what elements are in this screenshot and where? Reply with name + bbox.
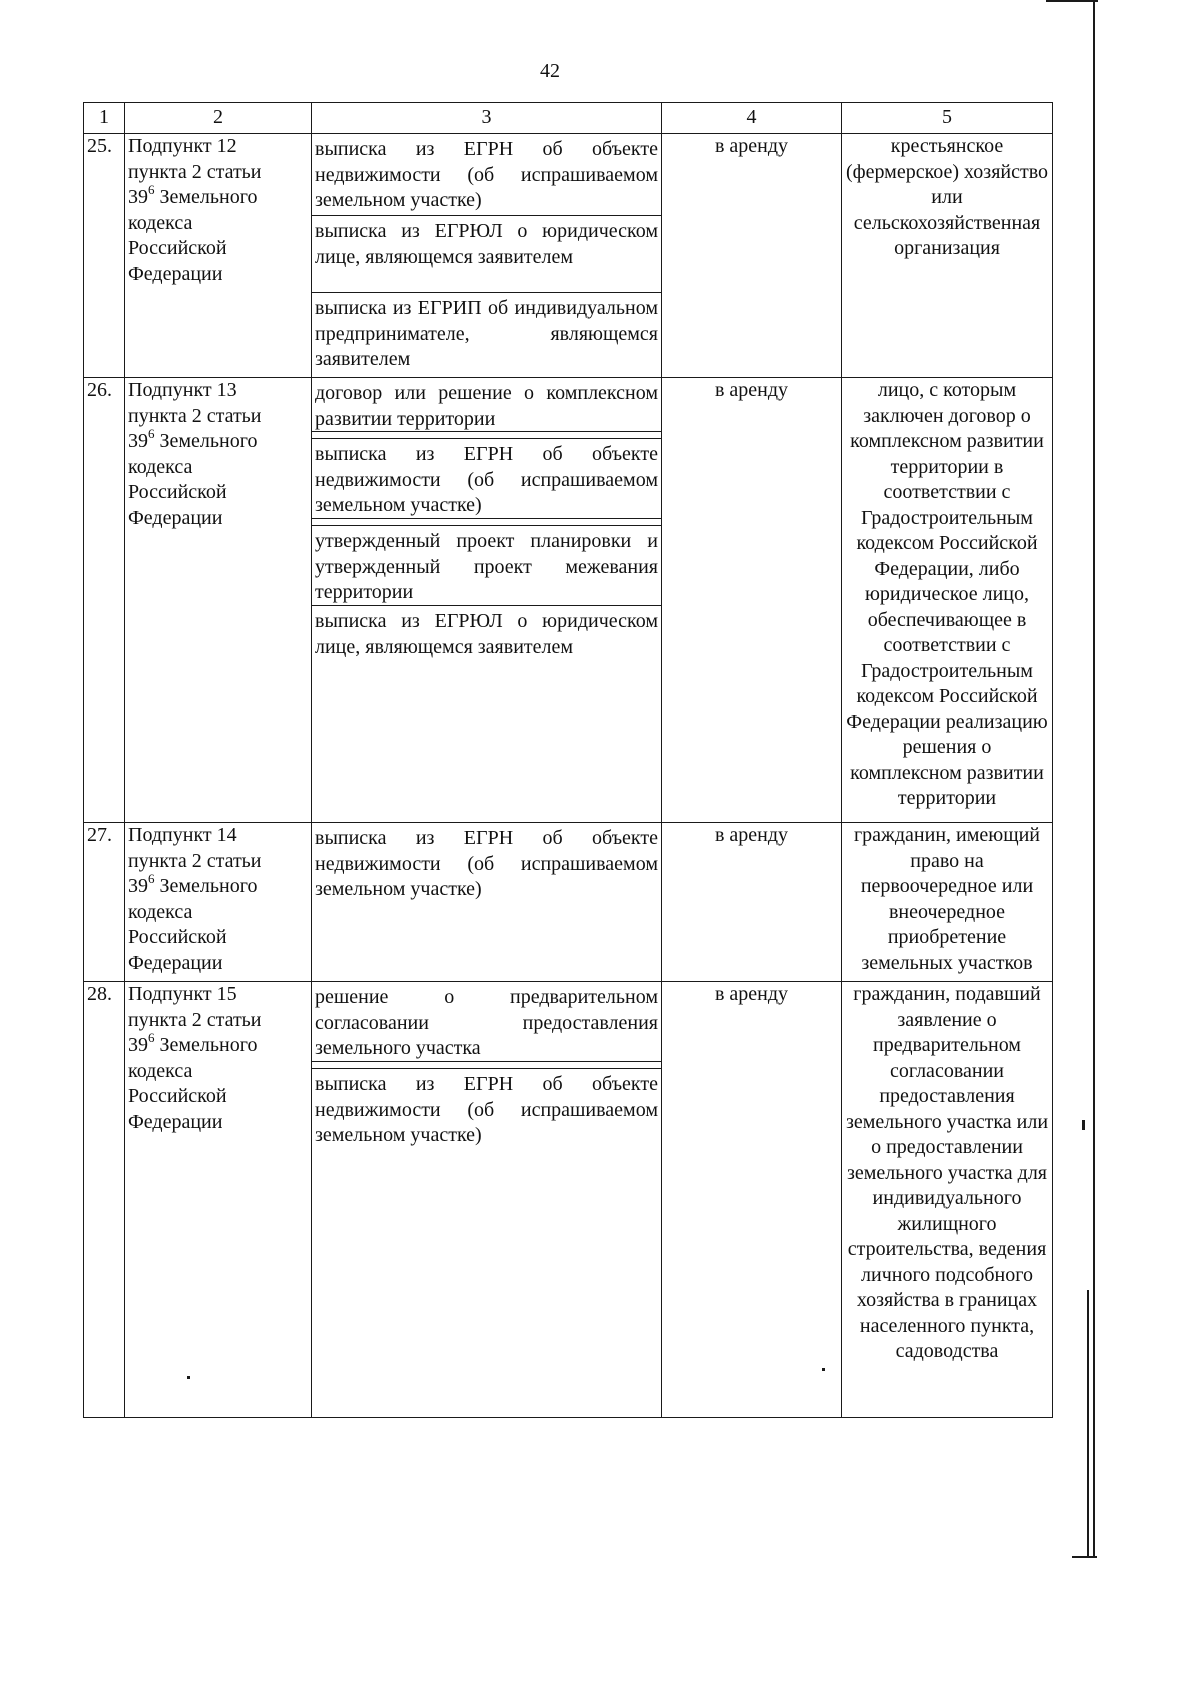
scan-edge-line: [1072, 1556, 1097, 1558]
document-item: выписка из ЕГРЮЛ о юридическом лице, являющемся заявителем: [312, 216, 661, 293]
basis-line: кодекса: [128, 900, 193, 923]
basis-line: Федерации: [128, 506, 223, 529]
scan-edge-line: [1087, 1290, 1089, 1556]
basis-line: кодекса: [128, 455, 193, 478]
legal-basis-cell: [125, 134, 312, 378]
basis-line: Российской: [128, 237, 227, 259]
document-item: утвержденный проект планировки и утвержденный проект межевания территории: [312, 525, 661, 606]
basis-line: пункта 2 статьи: [128, 1008, 262, 1031]
legal-basis-cell: [125, 982, 312, 1418]
basis-line: Федерации: [128, 262, 223, 285]
basis-line: $39^6$ Земельного: [128, 426, 258, 452]
header-cell: 1: [84, 103, 125, 134]
basis-line: Российской: [128, 1085, 227, 1107]
scan-speck: [187, 1376, 190, 1379]
provision-type: в аренду: [662, 982, 842, 1418]
provision-type: в аренду: [662, 134, 842, 378]
header-cell: 3: [312, 103, 662, 134]
legal-basis-cell: [125, 378, 312, 823]
scan-speck: [822, 1368, 825, 1371]
basis-line: пункта 2 статьи: [128, 160, 262, 183]
basis-line: $39^6$ Земельного: [128, 871, 258, 897]
basis-line: пункта 2 статьи: [128, 404, 262, 427]
header-cell: 4: [662, 103, 842, 134]
basis-line: $39^6$ Земельного: [128, 1030, 258, 1056]
basis-line: Подпункт 13: [128, 379, 237, 401]
scan-speck: [1082, 1120, 1085, 1130]
basis-line: Подпункт 14: [128, 824, 237, 846]
document-item: выписка из ЕГРН об объекте недвижимости (об испрашиваемом земельном участке): [312, 1068, 661, 1151]
basis-line: Федерации: [128, 1110, 223, 1133]
legal-basis-cell: [125, 823, 312, 982]
row-number: 25.: [84, 134, 125, 378]
table-row: [84, 134, 1053, 378]
applicant-cell: лицо, с которым заключен договор о комплексном развитии территории в соответствии с Градостроительным кодексом Российской Федерации, либо юридическое лицо, обеспечивающее в соответствии с Градостроительным кодексом Российской Федерации реализацию решения о комплексном развитии территории: [842, 378, 1053, 823]
document-item: договор или решение о комплексном развитии территории: [312, 378, 661, 432]
scan-edge-line: [1093, 0, 1095, 1556]
row-number: 26.: [84, 378, 125, 823]
header-cell: 2: [125, 103, 312, 134]
document-item: выписка из ЕГРН об объекте недвижимости (об испрашиваемом земельном участке): [315, 827, 658, 900]
provision-type: в аренду: [662, 823, 842, 982]
documents-cell: [312, 982, 662, 1418]
row-number: 27.: [84, 823, 125, 982]
basis-line: Российской: [128, 481, 227, 503]
document-item: выписка из ЕГРИП об индивидуальном предпринимателе, являющемся заявителем: [315, 297, 658, 370]
basis-line: $39^6$ Земельного: [128, 182, 258, 208]
documents-table: [83, 102, 1053, 1418]
basis-line: Федерации: [128, 951, 223, 974]
documents-cell: [312, 823, 662, 982]
basis-line: Российской: [128, 926, 227, 948]
document-item: выписка из ЕГРН об объекте недвижимости (об испрашиваемом земельном участке): [312, 438, 661, 519]
page-number: 42: [540, 60, 560, 82]
basis-line: пункта 2 статьи: [128, 849, 262, 872]
applicant-cell: гражданин, имеющий право на первоочередное или внеочередное приобретение земельных участков: [842, 823, 1053, 982]
applicant-cell: гражданин, подавший заявление о предварительном согласовании предоставления земельного участка или о предоставлении земельного участка для индивидуального жилищного строительства, ведения личного подсобного хозяйства в границах населенного пункта, садоводства: [842, 982, 1053, 1418]
basis-line: Подпункт 15: [128, 983, 237, 1005]
row-number: 28.: [84, 982, 125, 1418]
table-row: [84, 982, 1053, 1418]
basis-line: кодекса: [128, 211, 193, 234]
documents-cell: [312, 134, 662, 378]
basis-line: Подпункт 12: [128, 135, 237, 157]
scan-edge-line: [1046, 0, 1098, 2]
document-item: выписка из ЕГРЮЛ о юридическом лице, являющемся заявителем: [315, 610, 658, 658]
table-row: [84, 823, 1053, 982]
applicant-cell: крестьянское (фермерское) хозяйство или сельскохозяйственная организация: [842, 134, 1053, 378]
header-cell: 5: [842, 103, 1053, 134]
basis-line: кодекса: [128, 1059, 193, 1082]
table-row: [84, 378, 1053, 823]
documents-cell: [312, 378, 662, 823]
document-item: решение о предварительном согласовании предоставления земельного участка: [312, 982, 661, 1062]
provision-type: в аренду: [662, 378, 842, 823]
table-header-row: [84, 103, 1053, 134]
document-item: выписка из ЕГРН об объекте недвижимости (об испрашиваемом земельном участке): [312, 134, 661, 216]
